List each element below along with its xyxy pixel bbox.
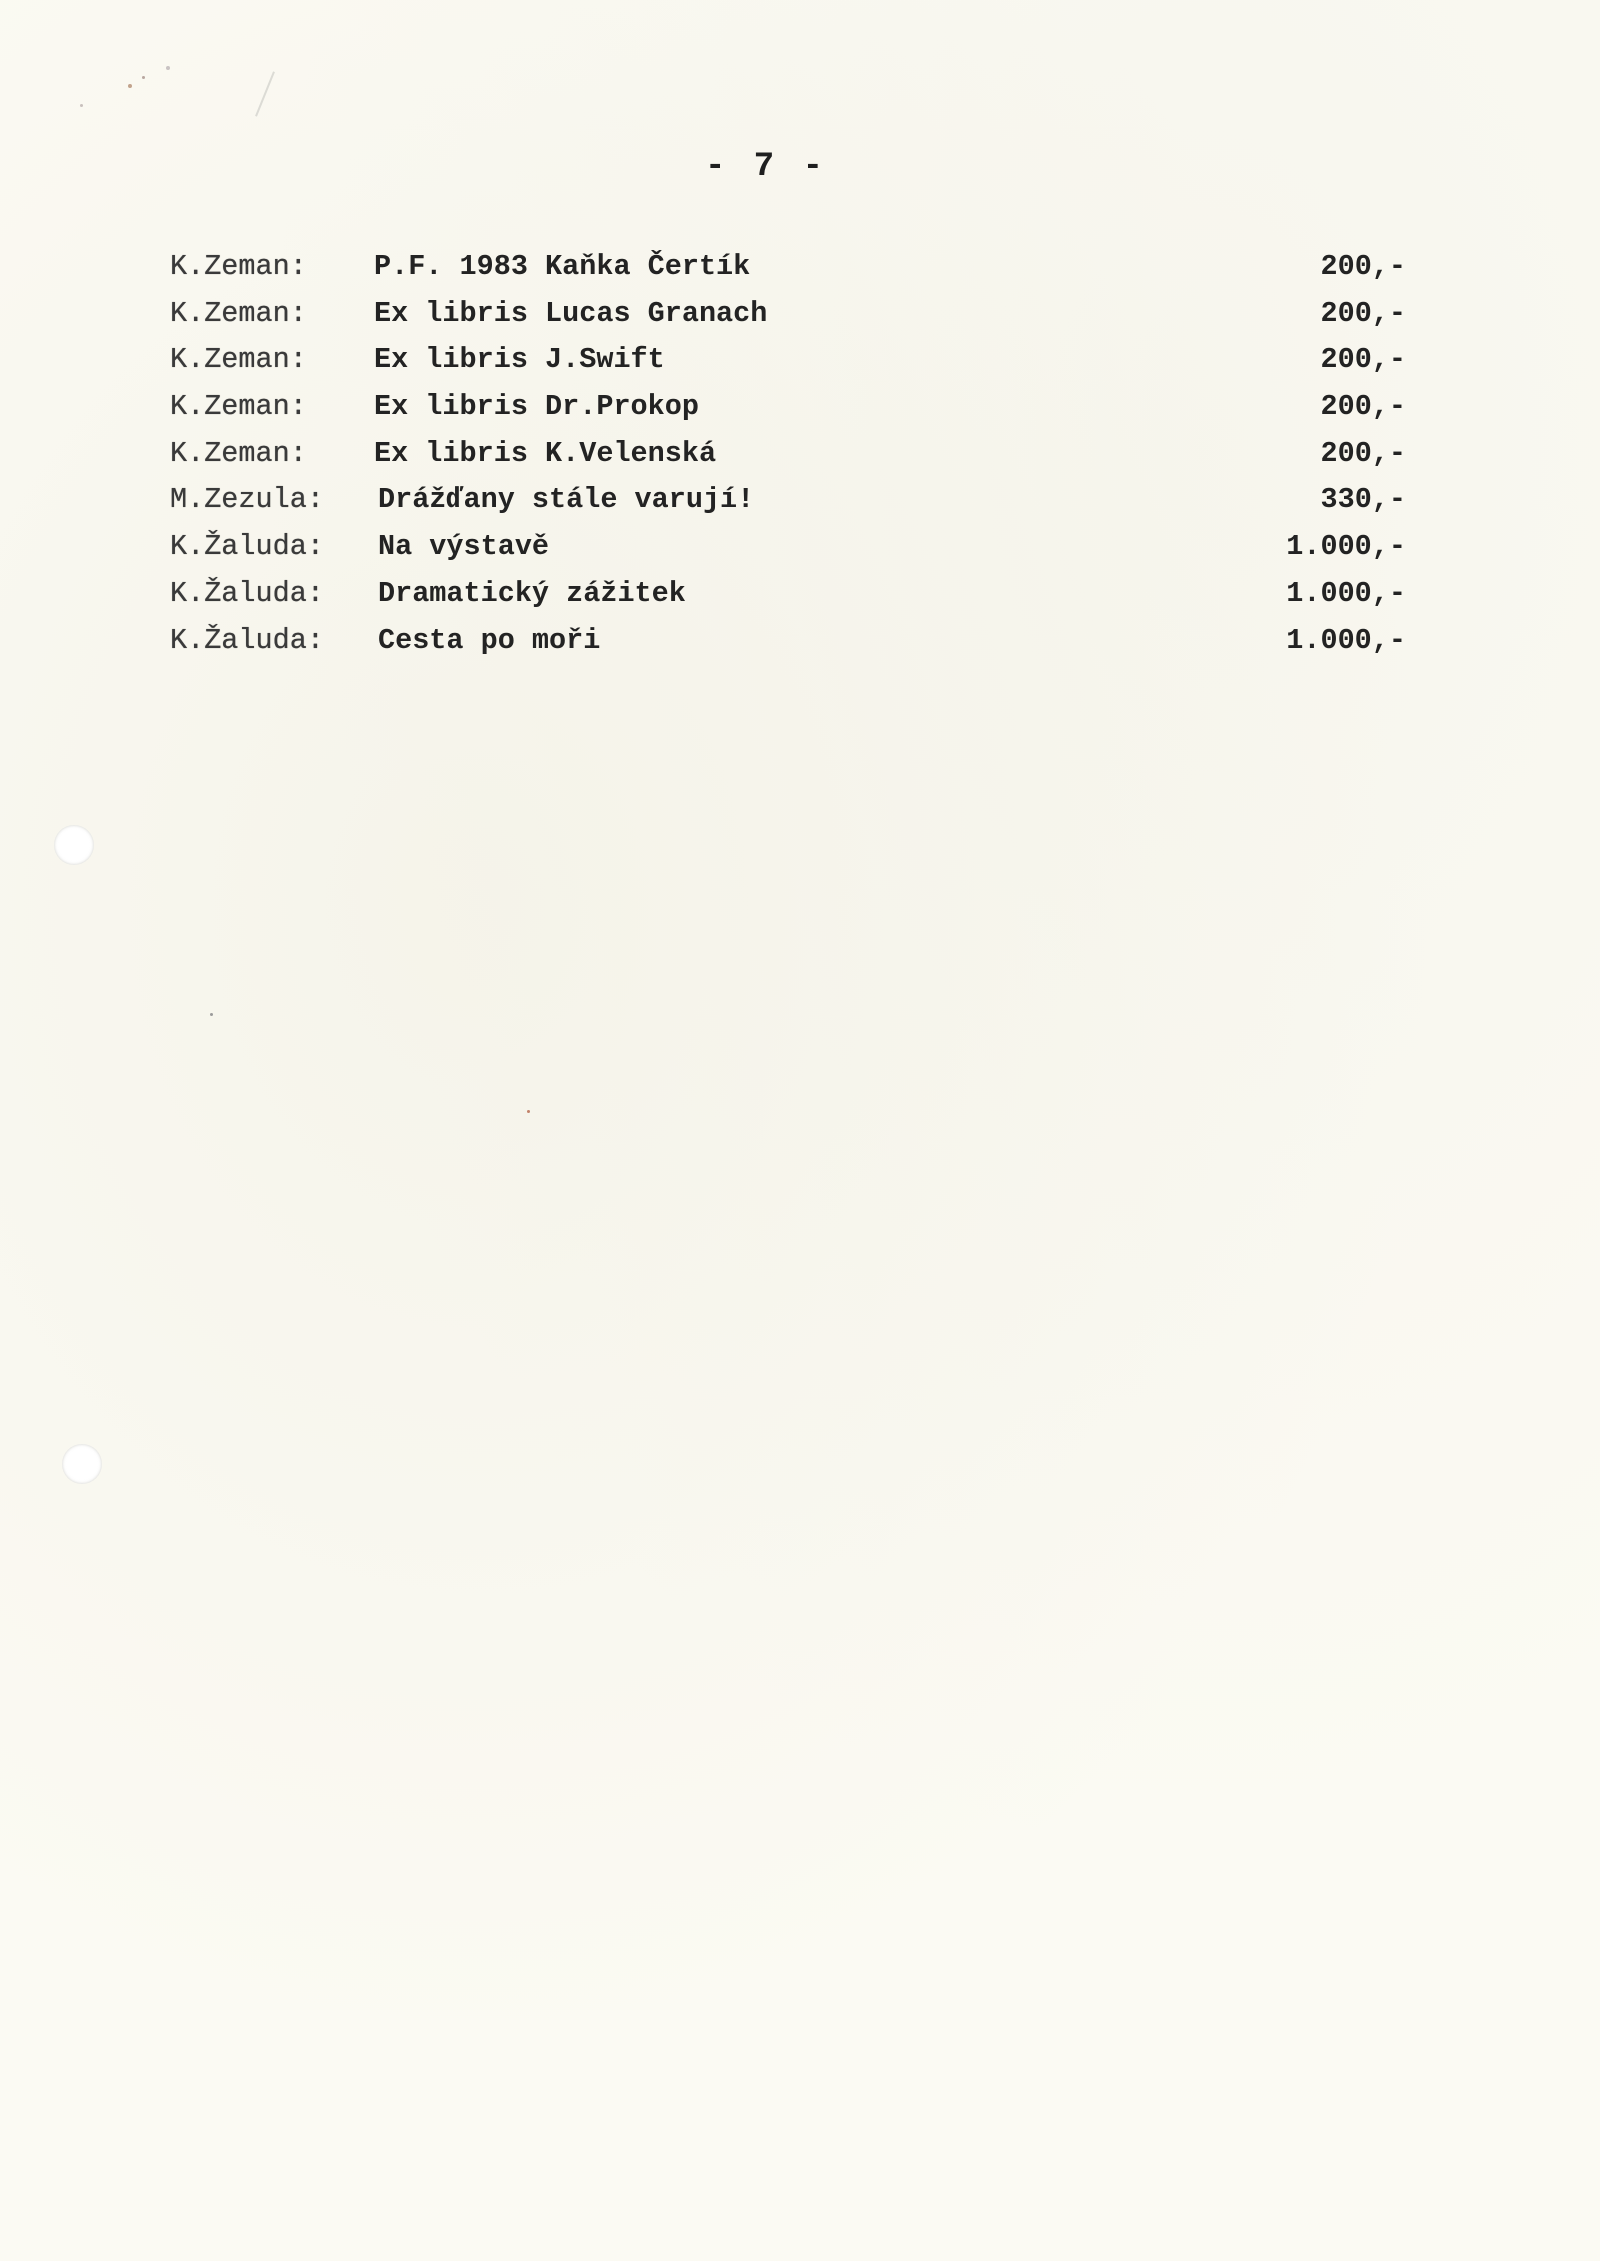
paper-speck — [80, 104, 83, 107]
entry-title: Ex libris K.Velenská — [374, 436, 717, 470]
entry-price: 1.000,- — [1286, 530, 1406, 564]
entry-price: 200,- — [1320, 296, 1406, 330]
entry-author: K.Žaluda: — [170, 530, 324, 564]
list-item — [170, 337, 1406, 384]
list-item — [170, 571, 1406, 618]
entry-title: Drážďany stále varují! — [378, 483, 755, 517]
list-item — [170, 291, 1406, 338]
paper-mark — [255, 71, 275, 116]
punch-hole — [62, 1444, 102, 1484]
entry-title: Ex libris Dr.Prokop — [374, 390, 699, 424]
entry-title: Dramatický zážitek — [378, 576, 686, 610]
list-item — [170, 618, 1406, 665]
entry-price: 1.000,- — [1286, 623, 1406, 657]
paper-speck — [142, 76, 145, 79]
entry-author: K.Zeman: — [170, 390, 307, 424]
entry-title: P.F. 1983 Kaňka Čertík — [374, 250, 751, 283]
paper-speck — [210, 1013, 213, 1016]
entry-title: Ex libris J.Swift — [374, 343, 665, 377]
paper-speck — [128, 84, 132, 88]
punch-hole — [54, 825, 94, 865]
list-item — [170, 384, 1406, 431]
entry-author: K.Zeman: — [170, 436, 307, 470]
entry-title: Cesta po moři — [378, 623, 601, 657]
entry-price: 200,- — [1320, 250, 1406, 283]
list-item — [170, 431, 1406, 478]
entry-author: K.Zeman: — [170, 343, 307, 377]
entry-author: K.Zeman: — [170, 296, 307, 330]
entry-price: 200,- — [1320, 343, 1406, 377]
entry-author: M.Zezula: — [170, 483, 324, 517]
paper-speck — [166, 66, 170, 70]
entry-title: Na výstavě — [378, 530, 550, 564]
entry-author: K.Žaluda: — [170, 623, 324, 657]
entry-price: 1.000,- — [1286, 576, 1406, 610]
entry-author: K.Zeman: — [170, 250, 307, 283]
paper-speck — [527, 1110, 530, 1113]
list-item — [170, 524, 1406, 571]
entry-price: 200,- — [1320, 390, 1406, 424]
entry-price: 200,- — [1320, 436, 1406, 470]
entry-price: 330,- — [1320, 483, 1406, 517]
price-list — [170, 244, 1406, 664]
list-item — [170, 477, 1406, 524]
page-number: - 7 - — [704, 148, 828, 186]
list-item — [170, 244, 1406, 291]
entry-author: K.Žaluda: — [170, 576, 324, 610]
entry-title: Ex libris Lucas Granach — [374, 296, 768, 330]
